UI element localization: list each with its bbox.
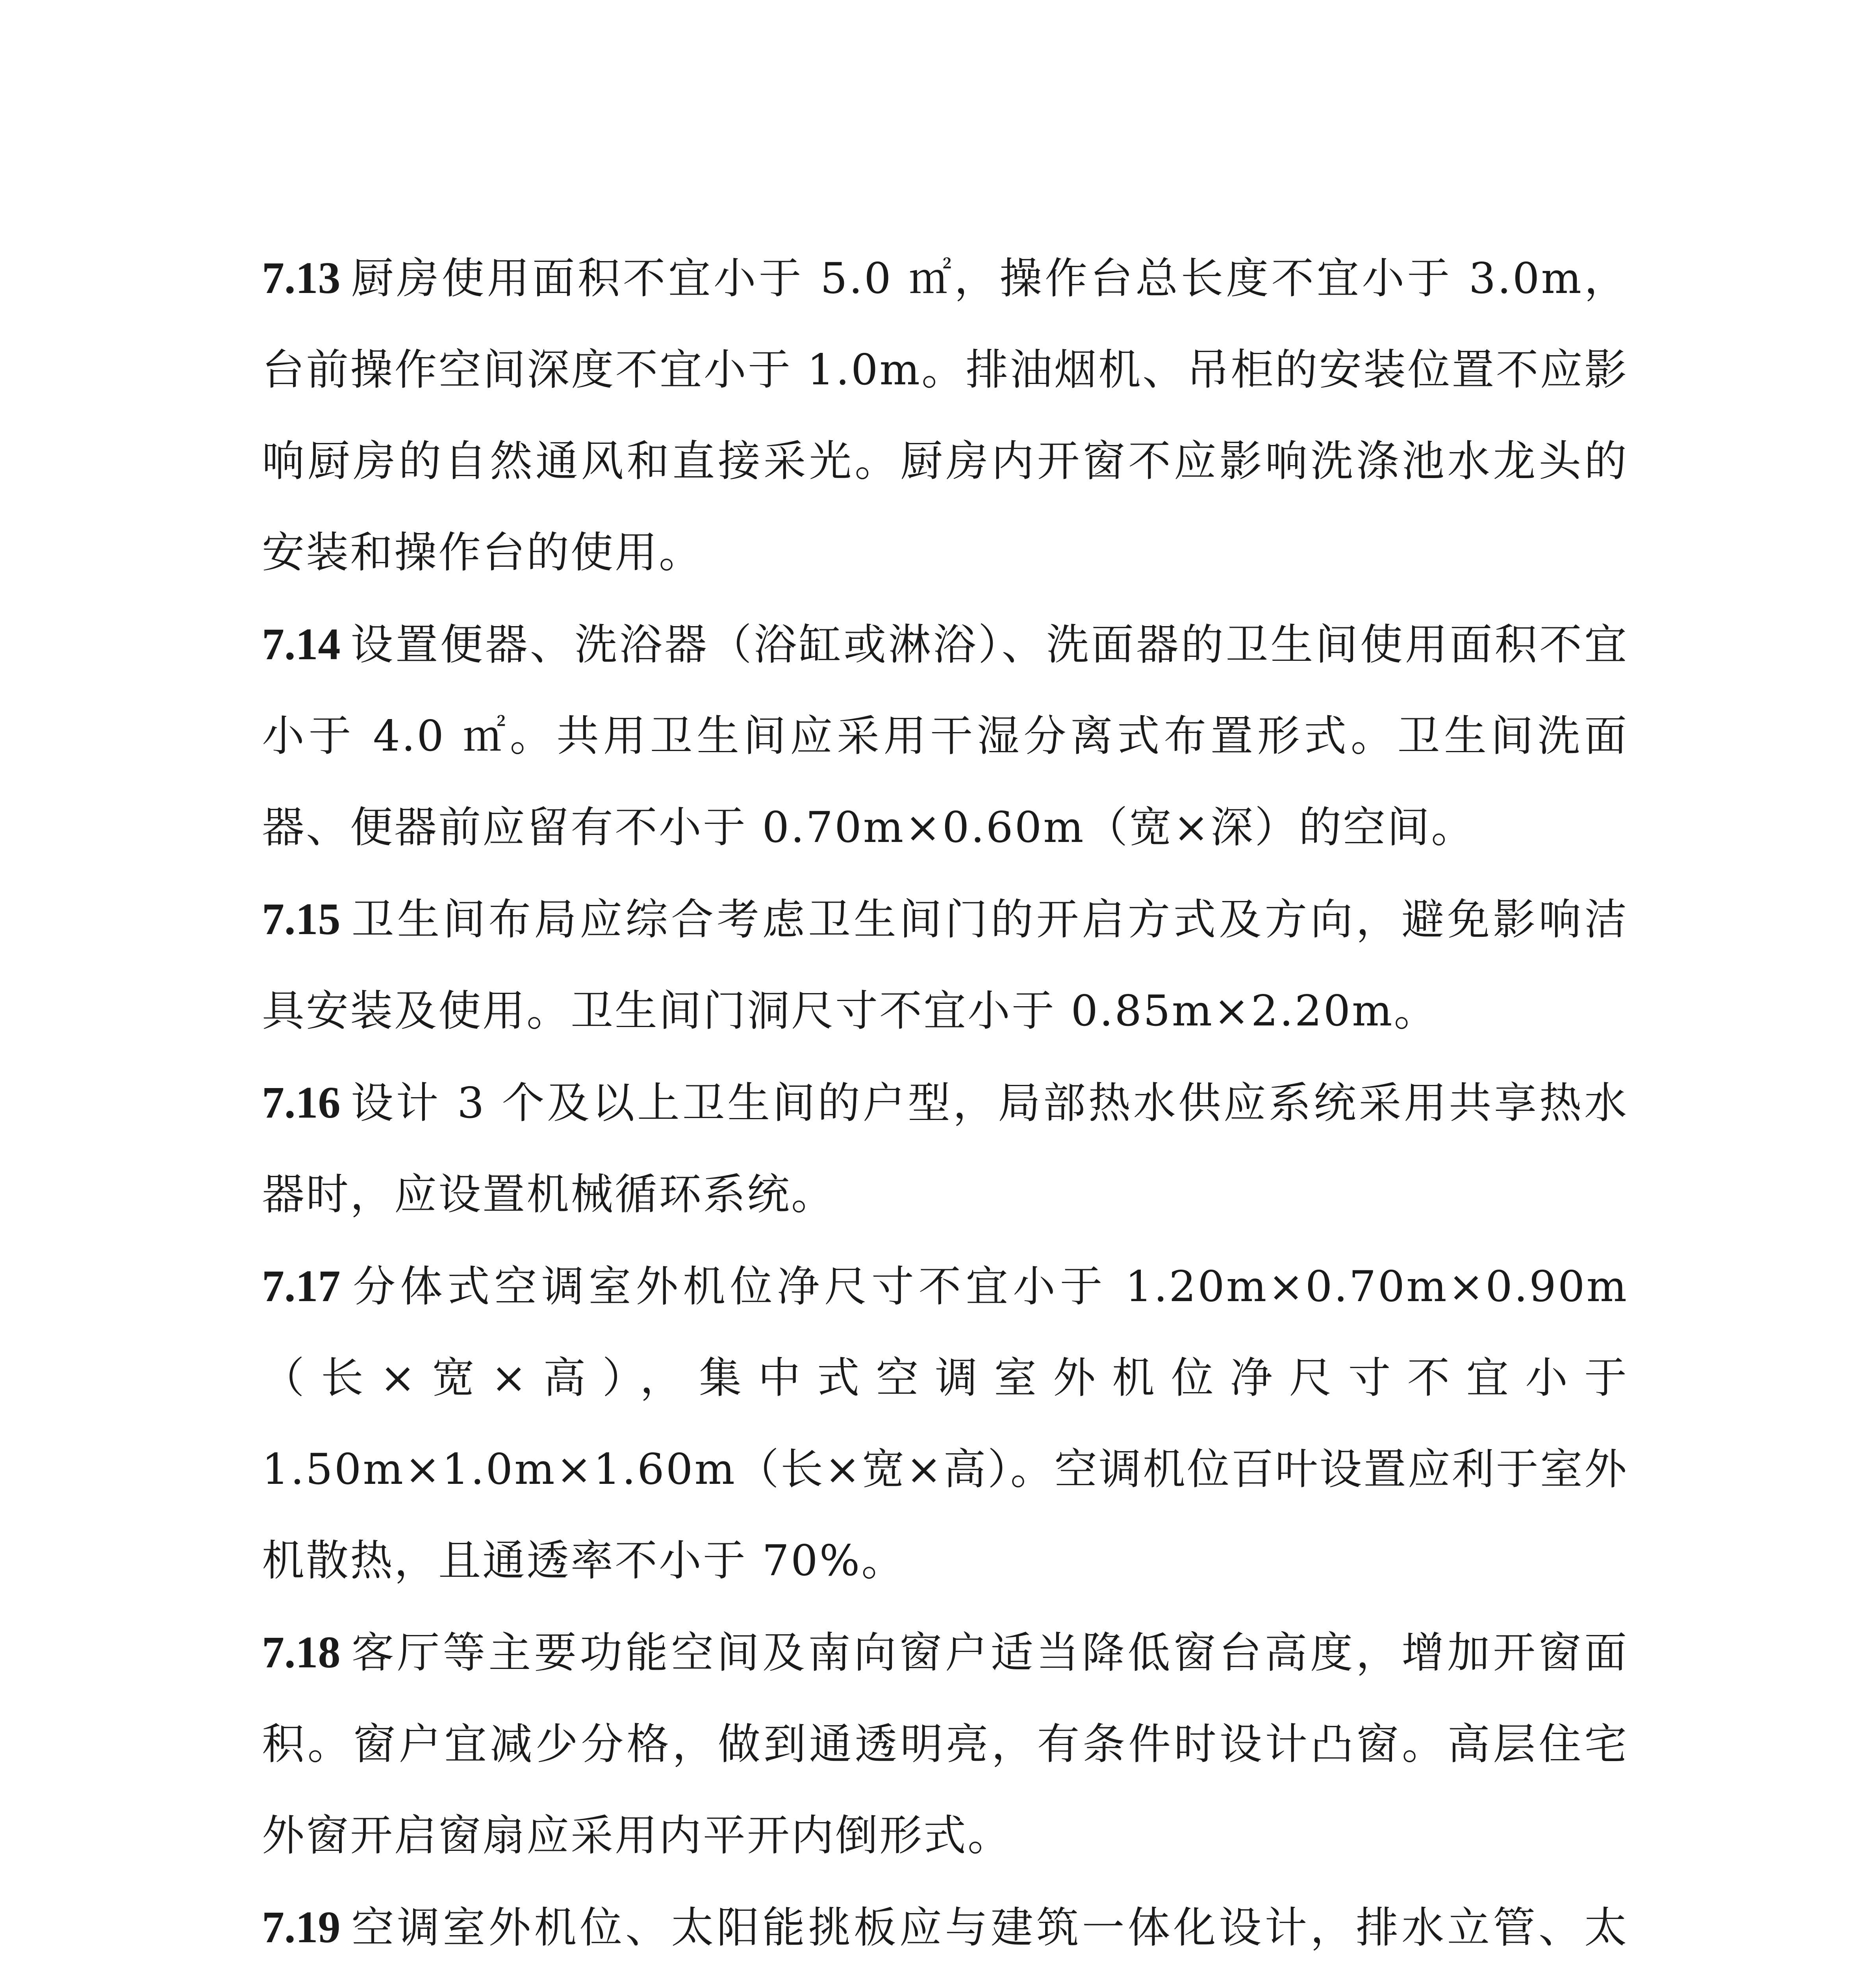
clause-7-16 [262,1057,1628,1240]
clause-text: 设置便器、洗浴器（浴缸或淋浴）、洗面器的卫生间使用面积不宜小于 4.0 ㎡。共用卫生间应采用干湿分离式布置形式。卫生间洗面器、便器前应留有不小于 0.70m×0.60m（宽×深）的空间。 [262,620,1628,852]
clause-7-13 [262,232,1628,599]
clause-number: 7.18 [262,1627,341,1677]
clause-number: 7.15 [262,894,341,944]
clause-number: 7.17 [262,1261,341,1311]
clause-7-14 [262,599,1628,873]
clause-number: 7.19 [262,1902,341,1952]
clause-text: 分体式空调室外机位净尺寸不宜小于 1.20m×0.70m×0.90m（长×宽×高），集中式空调室外机位净尺寸不宜小于 1.50m×1.0m×1.60m（长×宽×高）。空调机位百叶设置应利于室外机散热，且通透率不小于 70%。 [262,1262,1644,1585]
clause-text: 卫生间布局应综合考虑卫生间门的开启方式及方向，避免影响洁具安装及使用。卫生间门洞尺寸不宜小于 0.85m×2.20m。 [262,895,1628,1036]
clause-7-19 [262,1882,1628,1969]
clause-7-17 [262,1240,1644,1607]
clause-number: 7.16 [262,1077,341,1127]
clause-7-18 [262,1607,1628,1882]
clause-number: 7.14 [262,619,341,669]
clause-text: 厨房使用面积不宜小于 5.0 ㎡，操作台总长度不宜小于 3.0m，台前操作空间深度不宜小于 1.0m。排油烟机、吊柜的安装位置不应影响厨房的自然通风和直接采光。厨房内开窗不应影响洗涤池水龙头的安装和操作台的使用。 [262,254,1628,577]
clause-7-15 [262,873,1628,1057]
document-body [262,232,1644,1969]
clause-text: 设计 3 个及以上卫生间的户型，局部热水供应系统采用共享热水器时，应设置机械循环系统。 [262,1079,1628,1219]
clause-text: 空调室外机位、太阳能挑板应与建筑一体化设计，排水立管、太 [350,1903,1628,1952]
clause-number: 7.13 [262,253,341,303]
clause-text: 客厅等主要功能空间及南向窗户适当降低窗台高度，增加开窗面积。窗户宜减少分格，做到通透明亮，有条件时设计凸窗。高层住宅外窗开启窗扇应采用内平开内倒形式。 [262,1628,1628,1860]
